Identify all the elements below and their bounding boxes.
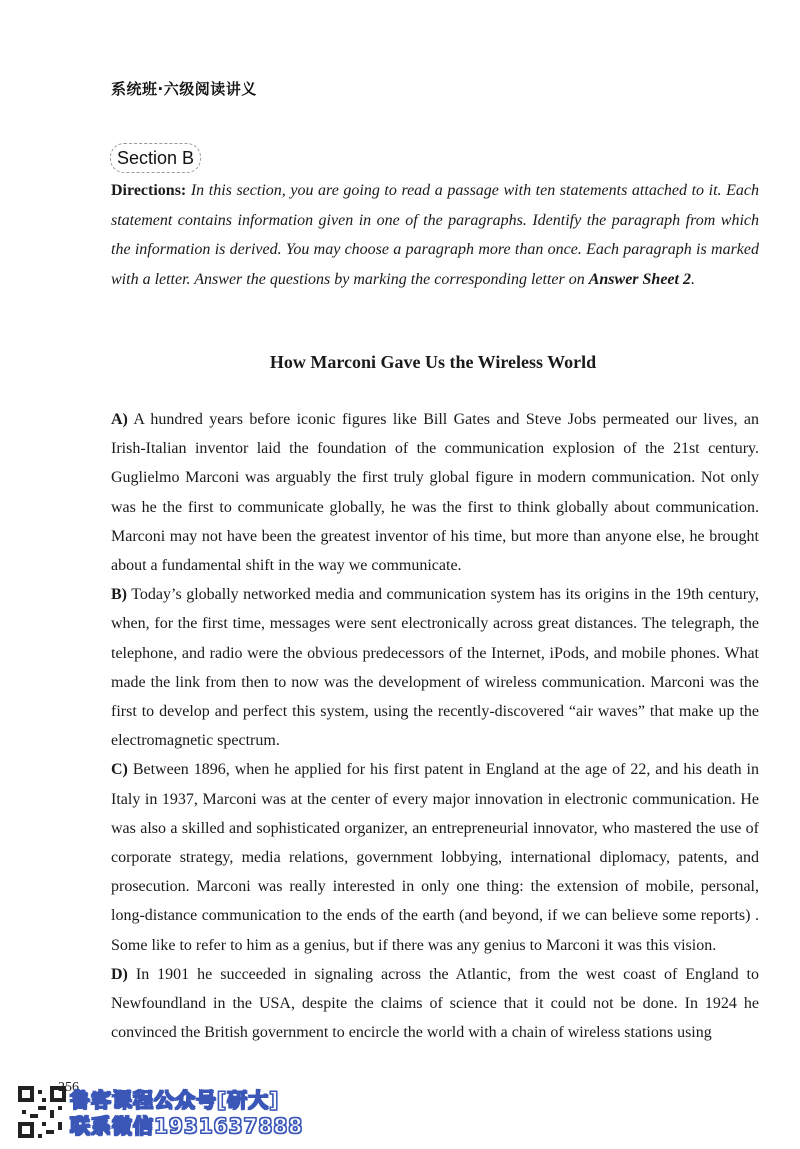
page-footer <box>18 1082 318 1142</box>
watermark-promo-line1: 鲁客课程公众号[研大] <box>70 1088 280 1112</box>
paragraph-letter: D) <box>111 965 128 983</box>
page-header: 系统班·六级阅读讲义 <box>111 80 257 98</box>
paragraph-b <box>111 580 759 755</box>
paragraph-text: Today’s globally networked media and communication system has its origins in the 19th century, when, for the first time, messages were sent electronically across great distances. The telegraph, the telephone, and radio were the obvious predecessors of the Internet, iPods, and mobile phones. What made the link from then to now was the development of wireless communication. Marconi was the first to develop and perfect this system, using the recently-discovered “air waves” that make up the electromagnetic spectrum. <box>111 586 759 750</box>
directions-end: . <box>690 270 695 288</box>
page-number: 256 <box>58 1080 79 1095</box>
watermark-promo-line2: 联系微信1931637888 <box>70 1114 304 1138</box>
paragraph-text: In 1901 he succeeded in signaling across the Atlantic, from the west coast of England to Newfoundland in the USA, despite the claims of science that it could not be done. In 1924 he convinced the British government to encircle the world with a chain of wireless stations using <box>111 965 759 1042</box>
directions-body: In this section, you are going to read a passage with ten statements attached to it. Each statement contains information given in one of the paragraphs. Identify the paragraph from which the information is derived. You may choose a paragraph more than once. Each paragraph is marked with a letter. Answer the questions by marking the corresponding letter on <box>111 182 759 288</box>
paragraph-text: Between 1896, when he applied for his first patent in England at the age of 22, and his death in Italy in 1937, Marconi was at the center of every major innovation in electronic communication. He was also a skilled and sophisticated organizer, an entrepreneurial innovator, who mastered the use of corporate strategy, media relations, government lobbying, international diplomacy, patents, and prosecution. Marconi was really interested in only one thing: the extension of mobile, personal, long-distance communication to the ends of the earth (and beyond, if we can believe some reports) . Some like to refer to him as a genius, but if there was any genius to Marconi it was this vision. <box>111 761 759 954</box>
section-label: Section B <box>110 143 201 173</box>
paragraph-c <box>111 755 759 959</box>
paragraph-letter: C) <box>111 761 128 779</box>
directions-block <box>111 176 759 294</box>
paragraph-a <box>111 405 759 580</box>
paragraph-d <box>111 960 759 1048</box>
paragraph-letter: A) <box>111 411 128 428</box>
paragraph-letter: B) <box>111 586 127 604</box>
passage-title: How Marconi Gave Us the Wireless World <box>269 352 597 372</box>
directions-lead: Directions: <box>111 182 187 199</box>
passage-body <box>111 405 759 1047</box>
answer-sheet-label: Answer Sheet 2 <box>588 270 691 288</box>
paragraph-text: A hundred years before iconic figures like Bill Gates and Steve Jobs permeated our lives, an Irish-Italian inventor laid the foundation of the communication explosion of the 21st century. Guglielmo Marconi was arguably the first truly global figure in modern communication. Not only was he the first to communicate globally, he was the first to think globally about communication. Marconi may not have been the greatest inventor of his time, but more than anyone else, he brought about a fundamental shift in the way we communicate. <box>111 411 759 575</box>
